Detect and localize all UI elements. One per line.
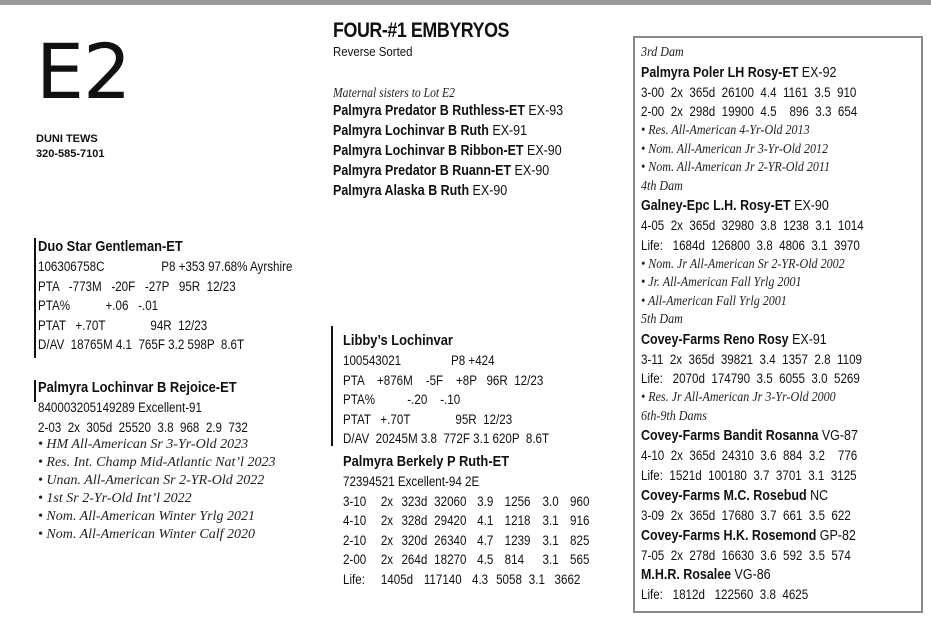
sister-score: EX-91 (492, 123, 528, 139)
fifth-dam-name-line: Covey-Farms Reno Rosy EX-91 (641, 331, 827, 348)
fourth-dam-record: 4-05 2x 365d 32980 3.8 1238 3.1 1014 (641, 218, 864, 234)
record-cell: 4.1 (477, 513, 494, 528)
sire-block (38, 237, 292, 355)
record-cell: 825 (570, 532, 590, 548)
owner-info (36, 132, 105, 162)
sister-name: Palmyra Predator B Ruann-ET (333, 163, 512, 179)
record-cell: 4-10 (343, 513, 367, 528)
record-cell: 264d (401, 552, 428, 567)
mgs-ptat: PTAT +.70T 95R 12/23 (343, 411, 513, 427)
mgs-bracket (331, 326, 333, 446)
sire-reg-index (38, 257, 292, 277)
sister-score: EX-90 (527, 143, 562, 159)
sire-dav: D/AV 18765M 4.1 765F 3.2 598P 8.6T (38, 337, 245, 352)
dam-honor: • Unan. All-American Sr 2-YR-Old 2022 (38, 473, 265, 488)
page-subtitle: Reverse Sorted (333, 44, 413, 59)
sister-score: EX-90 (472, 183, 508, 199)
third-dam-honor: • Res. All-American 4-Yr-Old 2013 (641, 123, 810, 139)
dam-reg: 840003205149289 Excellent-91 (38, 400, 202, 415)
record-cell: 328d (401, 513, 428, 528)
record-cell: 3.1 (542, 513, 559, 528)
record-cell: 2-10 (343, 532, 367, 548)
third-dam-record: 3-00 2x 365d 26100 4.4 1161 3.5 910 (641, 84, 857, 100)
fifth-dam-record: Life: 2070d 174790 3.5 6055 3.0 5269 (641, 371, 860, 387)
top-rule (0, 0, 931, 5)
sire-name: Duo Star Gentleman-ET (38, 238, 183, 255)
ninth-dam-name-line: M.H.R. Rosalee VG-86 (641, 567, 771, 584)
granddam-name: Palmyra Berkely P Ruth-ET (343, 453, 510, 470)
dam-name: Palmyra Lochinvar B Rejoice-ET (38, 379, 237, 396)
record-cell: 3.9 (477, 493, 494, 509)
record-cell: 2x (380, 532, 394, 548)
granddam-reg: 72394521 Excellent-94 2E (343, 474, 480, 489)
dam-honor: • Nom. All-American Winter Calf 2020 (38, 527, 255, 542)
third-dam-label: 3rd Dam (641, 45, 684, 60)
granddam-record-row (343, 492, 596, 512)
record-cell: 814 (504, 552, 525, 567)
record-cell: 2-00 (343, 552, 367, 567)
record-cell: 3.0 (542, 493, 559, 509)
fifth-dam-label: 5th Dam (641, 312, 683, 328)
sire-reg: 106306758C (38, 259, 105, 274)
record-cell: 3-10 (343, 493, 367, 509)
granddam-block (343, 452, 596, 589)
sister-name: Palmyra Alaska B Ruth (333, 183, 470, 199)
fourth-dam-honor: • Jr. All-American Fall Yrlg 2001 (641, 275, 802, 291)
sister-score: EX-90 (514, 163, 550, 179)
third-dam-name-line: Palmyra Poler LH Rosy-ET EX-92 (641, 64, 837, 81)
sister-name: Palmyra Predator B Ruthless-ET (333, 103, 525, 119)
third-dam-honor: • Nom. All-American Jr 3-Yr-Old 2012 (641, 141, 829, 157)
mgs-index: P8 +424 (450, 353, 495, 368)
record-cell: 2x (380, 552, 394, 567)
dam-record: 2-03 2x 305d 25520 3.8 968 2.9 732 (38, 419, 248, 435)
dam-honor: • Nom. All-American Winter Yrlg 2021 (38, 509, 255, 524)
record-cell: 4.5 (477, 552, 494, 567)
granddam-records (343, 492, 596, 570)
mgs-reg: 100543021 (343, 353, 402, 368)
sixth-dam-record: 4-10 2x 365d 24310 3.6 884 3.2 776 (641, 448, 858, 464)
record-cell: 2x (380, 493, 394, 509)
sire-pta: PTA -773M -20F -27P 95R 12/23 (38, 278, 236, 294)
sister-item (333, 101, 563, 121)
record-cell: 32060 (434, 493, 467, 509)
granddam-record-row (343, 511, 596, 531)
seventh-dam-name-line: Covey-Farms M.C. Rosebud NC (641, 487, 829, 504)
granddam-record-row (343, 531, 596, 551)
sister-item (333, 161, 563, 181)
sister-score: EX-93 (528, 103, 564, 119)
mgs-dav: D/AV 20245M 3.8 772F 3.1 620P 8.6T (343, 431, 550, 446)
lot-number: E2 (36, 27, 131, 116)
sister-name: Palmyra Lochinvar B Ribbon-ET (333, 143, 524, 159)
owner-name: DUNI TEWS (36, 133, 98, 145)
sister-item (333, 121, 563, 141)
sixth-dam-name-line: Covey-Farms Bandit Rosanna VG-87 (641, 428, 858, 445)
sire-index: P8 +353 97.68% Ayrshire (161, 259, 293, 274)
sire-ptat: PTAT +.70T 94R 12/23 (38, 317, 208, 333)
mgs-name: Libby’s Lochinvar (343, 332, 453, 349)
record-cell: 29420 (434, 513, 467, 528)
seventh-dam-record: 3-09 2x 365d 17680 3.7 661 3.5 622 (641, 507, 851, 523)
owner-phone: 320-585-7101 (36, 148, 105, 160)
sixth-dam-label: 6th-9th Dams (641, 408, 707, 424)
fourth-dam-honor: • All-American Fall Yrlg 2001 (641, 293, 787, 309)
record-cell: 960 (570, 493, 590, 509)
mgs-pta-pct: PTA% -.20 -.10 (343, 392, 461, 407)
fifth-dam-honor: • Res. Jr All-American Jr 3-Yr-Old 2000 (641, 390, 836, 406)
mgs-block (343, 331, 549, 449)
record-cell: 18270 (434, 552, 467, 567)
record-cell: 26340 (434, 532, 467, 548)
ancestry-list (641, 44, 864, 605)
dam-honor: • HM All-American Sr 3-Yr-Old 2023 (38, 437, 249, 452)
third-dam-record: 2-00 2x 298d 19900 4.5 896 3.3 654 (641, 104, 858, 120)
ninth-dam-record: Life: 1812d 122560 3.8 4625 (641, 587, 809, 603)
dam-block (38, 378, 282, 544)
record-cell: 1239 (504, 532, 531, 548)
fifth-dam-record: 3-11 2x 365d 39821 3.4 1357 2.8 1109 (641, 351, 862, 367)
mgs-pta: PTA +876M -5F +8P 96R 12/23 (343, 372, 544, 388)
granddam-record-row (343, 550, 596, 570)
fourth-dam-record: Life: 1684d 126800 3.8 4806 3.1 3970 (641, 237, 860, 253)
record-cell: 323d (401, 493, 428, 509)
record-cell: 565 (570, 552, 590, 567)
record-cell: 320d (401, 532, 428, 548)
fourth-dam-label: 4th Dam (641, 178, 683, 194)
sixth-dam-record: Life: 1521d 100180 3.7 3701 3.1 3125 (641, 468, 857, 484)
maternal-sisters (333, 84, 563, 201)
fourth-dam-honor: • Nom. Jr All-American Sr 2-YR-Old 2002 (641, 256, 845, 272)
dam-honor: • Res. Int. Champ Mid-Atlantic Nat’l 2023 (38, 455, 276, 470)
record-cell: 916 (570, 513, 590, 528)
sister-item (333, 181, 563, 201)
third-dam-honor: • Nom. All-American Jr 2-YR-Old 2011 (641, 160, 831, 176)
record-cell: 1218 (504, 513, 531, 528)
record-cell: 2x (380, 513, 394, 528)
record-cell: 3.1 (542, 552, 559, 567)
fourth-dam-name-line: Galney-Epc L.H. Rosy-ET EX-90 (641, 198, 829, 215)
record-cell: 4.7 (477, 532, 494, 548)
record-cell: 1256 (504, 493, 531, 509)
record-cell: 3.1 (542, 532, 559, 548)
sister-item (333, 141, 563, 161)
sisters-heading: Maternal sisters to Lot E2 (333, 85, 455, 100)
mgs-reg-index (343, 351, 549, 371)
dam-bracket (34, 380, 36, 402)
sire-pta-pct: PTA% +.06 -.01 (38, 298, 159, 313)
sister-name: Palmyra Lochinvar B Ruth (333, 123, 489, 139)
dam-honor: • 1st Sr 2-Yr-Old Int’l 2022 (38, 491, 192, 506)
eighth-dam-record: 7-05 2x 278d 16630 3.6 592 3.5 574 (641, 547, 851, 563)
page-title: FOUR-#1 EMBYRYOS (333, 19, 510, 42)
sire-bracket (34, 238, 36, 358)
eighth-dam-name-line: Covey-Farms H.K. Rosemond GP-82 (641, 527, 856, 544)
granddam-life: Life: 1405d 117140 4.3 5058 3.1 3662 (343, 571, 581, 587)
